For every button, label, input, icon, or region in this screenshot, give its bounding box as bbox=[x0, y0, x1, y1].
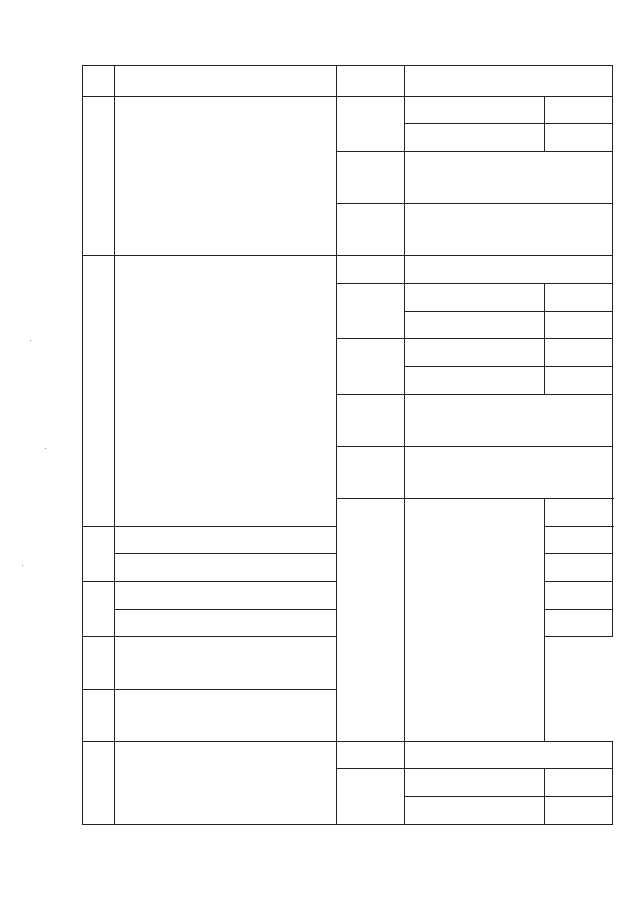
period-cell bbox=[405, 797, 545, 825]
year-cell bbox=[337, 339, 405, 394]
index-value-cell bbox=[545, 311, 613, 339]
year-cell bbox=[545, 499, 613, 527]
formula-cell bbox=[405, 152, 613, 204]
formula-cell bbox=[115, 689, 405, 741]
municipality-cell bbox=[405, 499, 545, 742]
year-cell bbox=[337, 256, 405, 284]
index-value-cell bbox=[545, 339, 613, 367]
table-row bbox=[83, 741, 613, 769]
year-cell bbox=[83, 526, 115, 581]
year-cell bbox=[83, 637, 115, 689]
period-cell bbox=[115, 582, 337, 610]
index-value-cell bbox=[545, 96, 613, 124]
index-value-cell bbox=[545, 769, 613, 797]
year-cell bbox=[337, 96, 405, 151]
row-number-cell bbox=[83, 741, 115, 824]
year-cell bbox=[83, 582, 115, 637]
formula-cell bbox=[405, 394, 613, 446]
index-value-cell bbox=[545, 367, 613, 395]
period-cell bbox=[405, 96, 545, 124]
municipality-cell bbox=[115, 256, 337, 526]
period-cell bbox=[405, 339, 545, 367]
index-value-cell bbox=[545, 582, 613, 610]
scan-speck bbox=[30, 340, 31, 341]
index-value-cell bbox=[545, 797, 613, 825]
indices-table bbox=[82, 65, 613, 825]
index-value-cell bbox=[405, 741, 613, 769]
year-cell bbox=[337, 446, 405, 498]
index-value-cell bbox=[545, 526, 613, 554]
formula-cell bbox=[115, 637, 405, 689]
period-cell bbox=[115, 609, 337, 637]
period-cell bbox=[405, 311, 545, 339]
municipality-cell bbox=[115, 96, 337, 256]
row-number-cell bbox=[83, 256, 115, 526]
row-number-cell bbox=[83, 96, 115, 256]
year-cell bbox=[337, 741, 405, 769]
year-cell bbox=[337, 769, 405, 825]
formula-cell bbox=[405, 204, 613, 256]
index-value-cell bbox=[545, 284, 613, 312]
formula-cell bbox=[405, 446, 613, 498]
period-cell bbox=[115, 526, 337, 554]
table-header-row bbox=[83, 66, 613, 97]
year-cell bbox=[337, 152, 405, 204]
index-value-cell bbox=[545, 609, 613, 637]
table-row bbox=[83, 96, 613, 124]
header-number bbox=[83, 66, 115, 97]
index-value-cell bbox=[545, 554, 613, 582]
period-cell bbox=[405, 124, 545, 152]
scan-speck bbox=[45, 448, 46, 449]
scan-speck bbox=[22, 565, 23, 566]
index-value-cell bbox=[545, 124, 613, 152]
year-cell bbox=[337, 394, 405, 446]
municipality-cell bbox=[115, 741, 337, 824]
period-cell bbox=[405, 284, 545, 312]
year-cell bbox=[337, 284, 405, 339]
period-cell bbox=[115, 554, 337, 582]
period-cell bbox=[405, 769, 545, 797]
header-municipality bbox=[115, 66, 337, 97]
table-row bbox=[83, 256, 613, 284]
year-cell bbox=[337, 204, 405, 256]
header-indices bbox=[405, 66, 613, 97]
year-cell bbox=[83, 689, 115, 741]
index-value-cell bbox=[405, 256, 613, 284]
header-year bbox=[337, 66, 405, 97]
period-cell bbox=[405, 367, 545, 395]
